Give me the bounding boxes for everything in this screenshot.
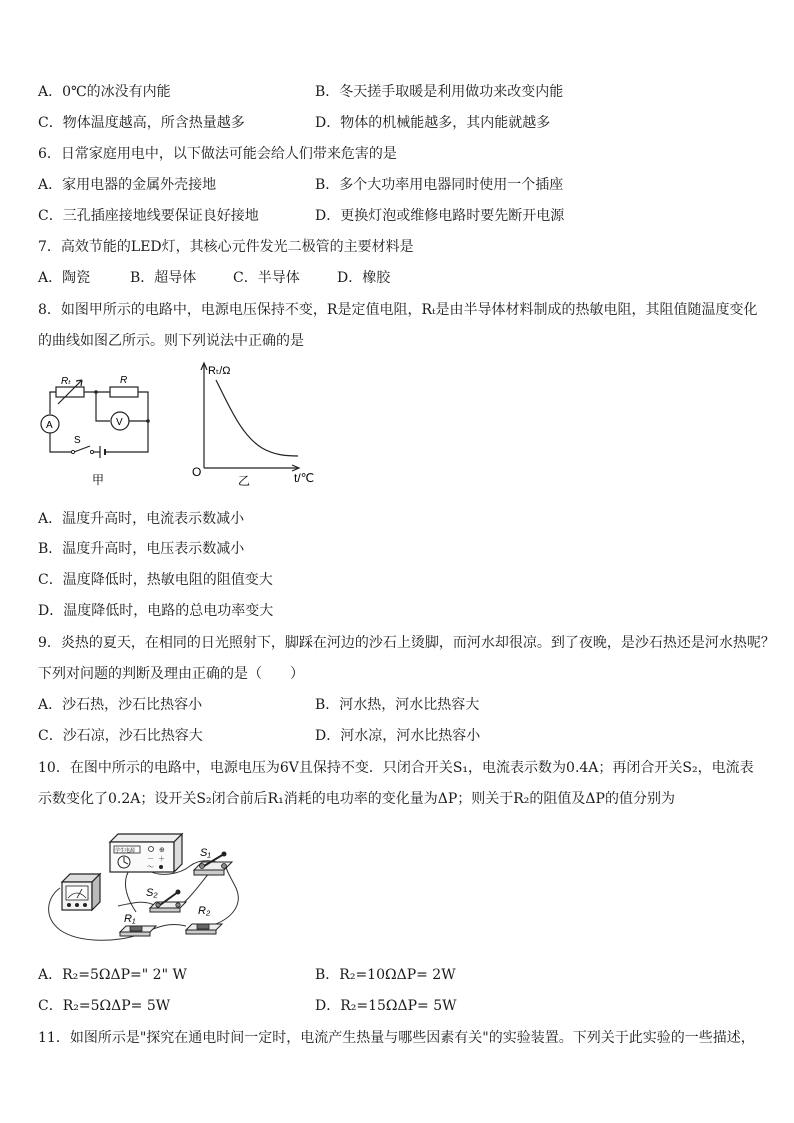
q8-option-b: B．温度升高时，电压表示数减小	[38, 541, 245, 557]
q9-stem-line2: 下列对问题的判断及理由正确的是（ ）	[38, 666, 304, 682]
q7-options	[38, 268, 390, 288]
q10-option-c: C．R₂=5ΩΔP= 5W	[38, 998, 171, 1014]
q11-stem-line1: 11．如图所示是"探究在通电时间一定时，电流产生热量与哪些因素有关"的实验装置。下列关于此实验的一些描述，	[38, 1030, 755, 1046]
q10-stem-line1: 10．在图中所示的电路中，电源电压为6V且保持不变．只闭合开关S₁，电流表示数为0.4A；再闭合开关S₂，电流表	[38, 760, 754, 776]
q6-option-a: A．家用电器的金属外壳接地	[38, 177, 217, 193]
q7-option-a: A．陶瓷	[38, 270, 91, 286]
q10-apparatus-figure	[40, 826, 250, 948]
q8-graph-figure	[182, 358, 330, 490]
q5-option-d: D．物体的机械能越多，其内能就越多	[315, 115, 551, 131]
q6-option-c: C．三孔插座接地线要保证良好接地	[38, 208, 259, 224]
r2-label: R₂	[198, 905, 211, 917]
q8-circuit-figure	[36, 366, 160, 492]
svg-text:⊕: ⊕	[159, 847, 165, 854]
ammeter-label: A	[46, 420, 53, 431]
svg-text:＋: ＋	[158, 856, 165, 863]
q9-option-c: C．沙石凉，沙石比热容大	[38, 728, 203, 744]
voltmeter-label: V	[116, 417, 123, 428]
r1-label: R₁	[124, 913, 136, 925]
q7-option-c: C．半导体	[233, 270, 300, 286]
q9-option-a: A．沙石热，沙石比热容小	[38, 697, 203, 713]
q5-option-c: C．物体温度越高，所含热量越多	[38, 115, 245, 131]
q9-option-b: B．河水热，河水比热容大	[315, 697, 480, 713]
figure-jia-caption: 甲	[92, 473, 105, 487]
graph-y-label: Rₜ/Ω	[208, 365, 231, 377]
q10-option-b: B．R₂=10ΩΔP= 2W	[315, 967, 456, 983]
svg-text:－: －	[147, 856, 154, 863]
q8-stem-line1: 8．如图甲所示的电路中，电源电压保持不变，R是定值电阻，Rₜ是由半导体材料制成的热敏电阻，其阻值随温度变化	[38, 302, 758, 318]
s2-label: S₂	[146, 887, 158, 899]
r-label: R	[120, 375, 128, 386]
q8-option-d: D．温度降低时，电路的总电功率变大	[38, 603, 274, 619]
q6-option-d: D．更换灯泡或维修电路时要先断开电源	[315, 208, 565, 224]
q8-option-c: C．温度降低时，热敏电阻的阻值变大	[38, 572, 273, 588]
power-supply-label: 学生电源	[115, 848, 136, 854]
q6-stem: 6．日常家庭用电中，以下做法可能会给人们带来危害的是	[38, 146, 397, 162]
q8-stem-line2: 的曲线如图乙所示。则下列说法中正确的是	[38, 333, 304, 349]
q7-option-b: B．超导体	[130, 270, 197, 286]
q10-stem-line2: 示数变化了0.2A；设开关S₂闭合前后R₁消耗的电功率的变化量为ΔP；则关于R₂的阻值及ΔP的值分别为	[38, 791, 675, 807]
figure-yi-caption: 乙	[238, 474, 251, 488]
graph-origin: O	[192, 465, 202, 479]
q10-option-d: D．R₂=15ΩΔP= 5W	[315, 998, 457, 1014]
q7-option-d: D．橡胶	[337, 270, 391, 286]
q6-option-b: B．多个大功率用电器同时使用一个插座	[315, 177, 564, 193]
q5-option-b: B．冬天搓手取暖是利用做功来改变内能	[315, 84, 564, 100]
q8-option-a: A．温度升高时，电流表示数减小	[38, 511, 245, 527]
switch-label: S	[74, 435, 81, 446]
q9-option-d: D．河水凉，河水比热容小	[315, 728, 481, 744]
s1-label: S₁	[200, 847, 211, 859]
q10-option-a: A．R₂=5ΩΔP=" 2" W	[38, 967, 187, 983]
rt-label: Rₜ	[61, 376, 72, 387]
svg-text:～: ～	[147, 864, 154, 871]
q9-stem-line1: 9．炎热的夏天，在相同的日光照射下，脚踩在河边的沙石上烫脚，而河水却很凉。到了夜晚，是沙石热还是河水热呢？	[38, 635, 775, 651]
graph-x-label: t/℃	[294, 471, 315, 485]
q5-option-a: A．0℃的冰没有内能	[38, 84, 171, 100]
q7-stem: 7．高效节能的LED灯，其核心元件发光二极管的主要材料是	[38, 239, 414, 255]
